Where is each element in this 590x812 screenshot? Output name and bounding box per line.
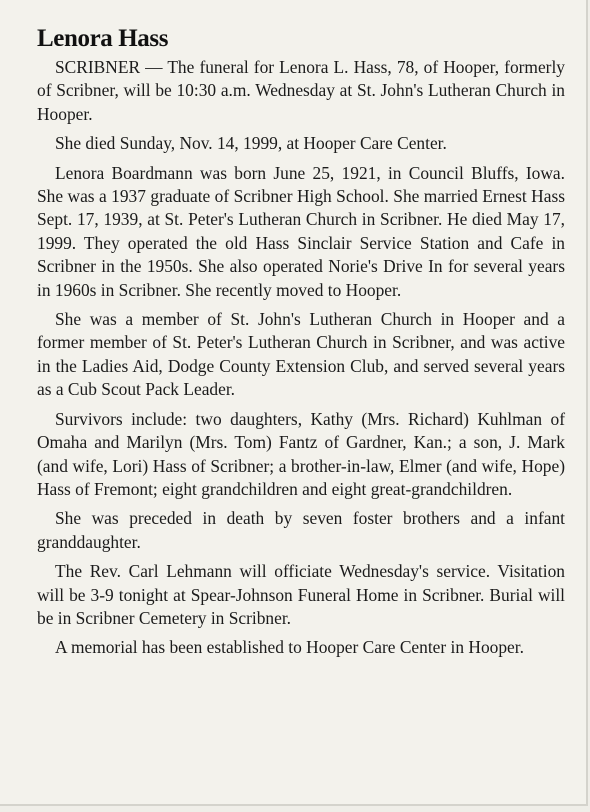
paragraph-biography: Lenora Boardmann was born June 25, 1921, in Council Bluffs, Iowa. She was a 1937 graduate of Scribner High School. She married Ernest Hass Sept. 17, 1939, at St. Peter's Lutheran Church in Scribner. He died May 17, 1999. They operated the old Hass Sinclair Service Station and Cafe in Scribner in the 1950s. She also operated Norie's Drive In for several years in 1960s in Scribner. She recently moved to Hooper.	[37, 162, 565, 300]
paragraph-service-details: The Rev. Carl Lehmann will officiate Wednesday's service. Visitation will be 3-9 tonight at Spear-Johnson Funeral Home in Scribner. Burial will be in Scribner Cemetery in Scribner.	[37, 561, 565, 628]
obituary-article	[37, 26, 565, 666]
paragraph-funeral-notice: SCRIBNER — The funeral for Lenora L. Hass, 78, of Hooper, formerly of Scribner, will be 10:30 a.m. Wednesday at St. John's Lutheran Church in Hooper.	[37, 57, 565, 124]
paragraph-memorial: A memorial has been established to Hooper Care Center in Hooper.	[55, 637, 524, 658]
paragraph-death: She died Sunday, Nov. 14, 1999, at Hooper Care Center.	[55, 133, 447, 154]
paragraph-survivors: Survivors include: two daughters, Kathy (Mrs. Richard) Kuhlman of Omaha and Marilyn (Mrs. Tom) Fantz of Gardner, Kan.; a son, J. Mark (and wife, Lori) Hass of Scribner; a brother-in-law, Elmer (and wife, Hope) Hass of Fremont; eight grandchildren and eight great-grandchildren.	[37, 408, 565, 499]
paragraph-memberships: She was a member of St. John's Lutheran Church in Hooper and a former member of St. Peter's Lutheran Church in Scribner, and was active in the Ladies Aid, Dodge County Extension Club, and served several years as a Cub Scout Pack Leader.	[37, 309, 565, 400]
headline: Lenora Hass	[37, 25, 169, 52]
paragraph-preceded-in-death: She was preceded in death by seven foster brothers and a infant granddaughter.	[37, 508, 565, 552]
